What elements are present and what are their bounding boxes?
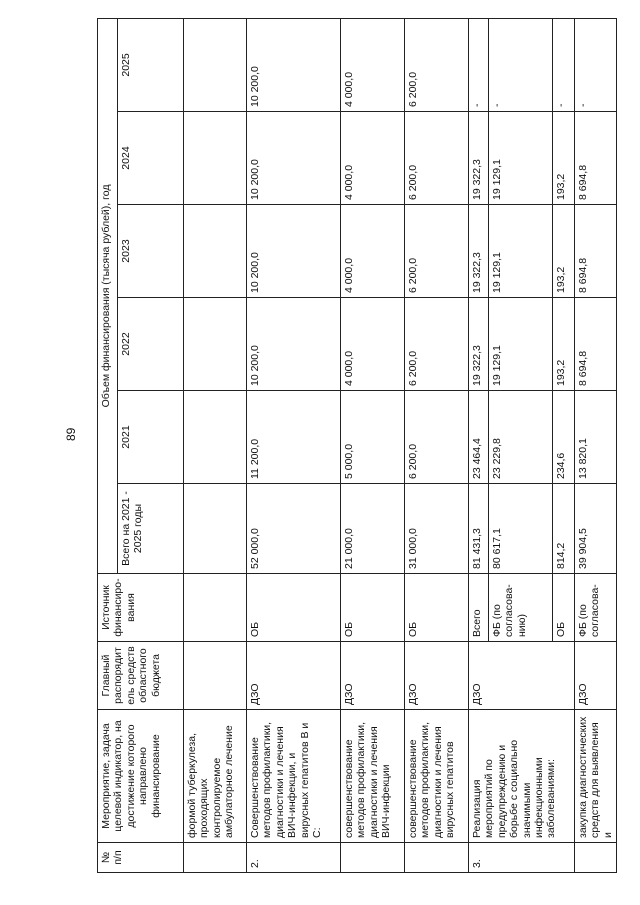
rotated-table-container: [97, 19, 625, 873]
header-activity: Мероприятие, задача целевой индикатор, на достижение которого направлено финансирование: [98, 710, 184, 843]
cell-2021: 23 464,4: [469, 391, 489, 484]
cell-total: 21 000,0: [341, 484, 405, 574]
cell-no: [184, 843, 247, 873]
cell-2025: [184, 18, 247, 111]
table-row: [469, 18, 489, 872]
cell-2024: 8 694,8: [575, 112, 617, 205]
cell-total: [184, 484, 247, 574]
header-manager: Главный распорядитель средств областного бюджета: [98, 642, 184, 710]
cell-2025: -: [469, 18, 489, 111]
cell-activity: закупка диагностических средств для выявления и: [575, 710, 617, 843]
cell-2022: 193,2: [553, 298, 575, 391]
cell-2024: 4 000,0: [341, 112, 405, 205]
table-row: [341, 18, 405, 872]
cell-source: ОБ: [405, 574, 469, 642]
cell-source: [184, 574, 247, 642]
cell-2025: 10 200,0: [247, 18, 341, 111]
cell-total: 52 000,0: [247, 484, 341, 574]
cell-2021: 11 200,0: [247, 391, 341, 484]
cell-source: ФБ (по согласова-: [575, 574, 617, 642]
cell-manager: ДЗО: [575, 642, 617, 710]
cell-2023: 19 129,1: [489, 205, 553, 298]
cell-activity: Совершенствование методов профилактики, диагностики и лечения ВИЧ-инфекции, и вирусных гепатитов В и С:: [247, 710, 341, 843]
cell-2024: 19 129,1: [489, 112, 553, 205]
cell-activity: Реализация мероприятий по предупреждению и борьбе с социально значимыми инфекционными заболеваниями:: [469, 710, 575, 843]
cell-2023: 193,2: [553, 205, 575, 298]
cell-2023: 8 694,8: [575, 205, 617, 298]
cell-total: 39 904,5: [575, 484, 617, 574]
cell-2023: 10 200,0: [247, 205, 341, 298]
header-2022: 2022: [118, 298, 184, 391]
cell-no: 2.: [247, 843, 341, 873]
cell-manager: ДЗО: [247, 642, 341, 710]
cell-2023: 6 200,0: [405, 205, 469, 298]
cell-source: ФБ (по согласова-нию): [489, 574, 553, 642]
cell-no: [341, 843, 405, 873]
cell-total: 814,2: [553, 484, 575, 574]
cell-2021: 13 820,1: [575, 391, 617, 484]
cell-2022: 10 200,0: [247, 298, 341, 391]
cell-activity: совершенствование методов профилактики, диагностики и лечения ВИЧ-инфекции: [341, 710, 405, 843]
cell-manager: ДЗО: [469, 642, 575, 710]
table-row: [405, 18, 469, 872]
cell-2023: 19 322,3: [469, 205, 489, 298]
cell-2022: 19 322,3: [469, 298, 489, 391]
cell-2025: 6 200,0: [405, 18, 469, 111]
header-2024: 2024: [118, 112, 184, 205]
cell-no: [575, 843, 617, 873]
header-2023: 2023: [118, 205, 184, 298]
cell-source: ОБ: [247, 574, 341, 642]
cell-2024: 10 200,0: [247, 112, 341, 205]
cell-2021: 234,6: [553, 391, 575, 484]
cell-activity: формой туберкулеза, проходящих контролируемое амбулаторное лечение: [184, 710, 247, 843]
cell-2023: [184, 205, 247, 298]
cell-manager: [184, 642, 247, 710]
header-funding-group: Объем финансирования (тысяча рублей), год: [98, 18, 118, 573]
cell-total: 31 000,0: [405, 484, 469, 574]
cell-activity: совершенствование методов профилактики, диагностики и лечения вирусных гепатитов: [405, 710, 469, 843]
cell-2022: 6 200,0: [405, 298, 469, 391]
cell-source: ОБ: [553, 574, 575, 642]
cell-2021: [184, 391, 247, 484]
header-2025: 2025: [118, 18, 184, 111]
funding-table: [97, 18, 617, 873]
header-source: Источник финансиро-вания: [98, 574, 184, 642]
cell-2024: 19 322,3: [469, 112, 489, 205]
cell-2022: 4 000,0: [341, 298, 405, 391]
header-no: № п/п: [98, 843, 184, 873]
table-row: [184, 18, 247, 872]
cell-2022: 8 694,8: [575, 298, 617, 391]
cell-manager: ДЗО: [341, 642, 405, 710]
cell-source: ОБ: [341, 574, 405, 642]
cell-total: 81 431,3: [469, 484, 489, 574]
table-row: [575, 18, 617, 872]
cell-2022: [184, 298, 247, 391]
cell-source: Всего: [469, 574, 489, 642]
cell-2021: 5 000,0: [341, 391, 405, 484]
header-total: Всего на 2021 - 2025 годы: [118, 484, 184, 574]
cell-2022: 19 129,1: [489, 298, 553, 391]
table-row: [247, 18, 341, 872]
cell-2023: 4 000,0: [341, 205, 405, 298]
cell-manager: ДЗО: [405, 642, 469, 710]
cell-no: [405, 843, 469, 873]
cell-2025: 4 000,0: [341, 18, 405, 111]
cell-2025: -: [553, 18, 575, 111]
cell-2025: -: [575, 18, 617, 111]
cell-2021: 23 229,8: [489, 391, 553, 484]
cell-2024: 193,2: [553, 112, 575, 205]
cell-total: 80 617,1: [489, 484, 553, 574]
page-number: 89: [64, 427, 78, 441]
cell-no: 3.: [469, 843, 575, 873]
cell-2024: 6 200,0: [405, 112, 469, 205]
header-2021: 2021: [118, 391, 184, 484]
cell-2021: 6 200,0: [405, 391, 469, 484]
cell-2025: -: [489, 18, 553, 111]
cell-2024: [184, 112, 247, 205]
